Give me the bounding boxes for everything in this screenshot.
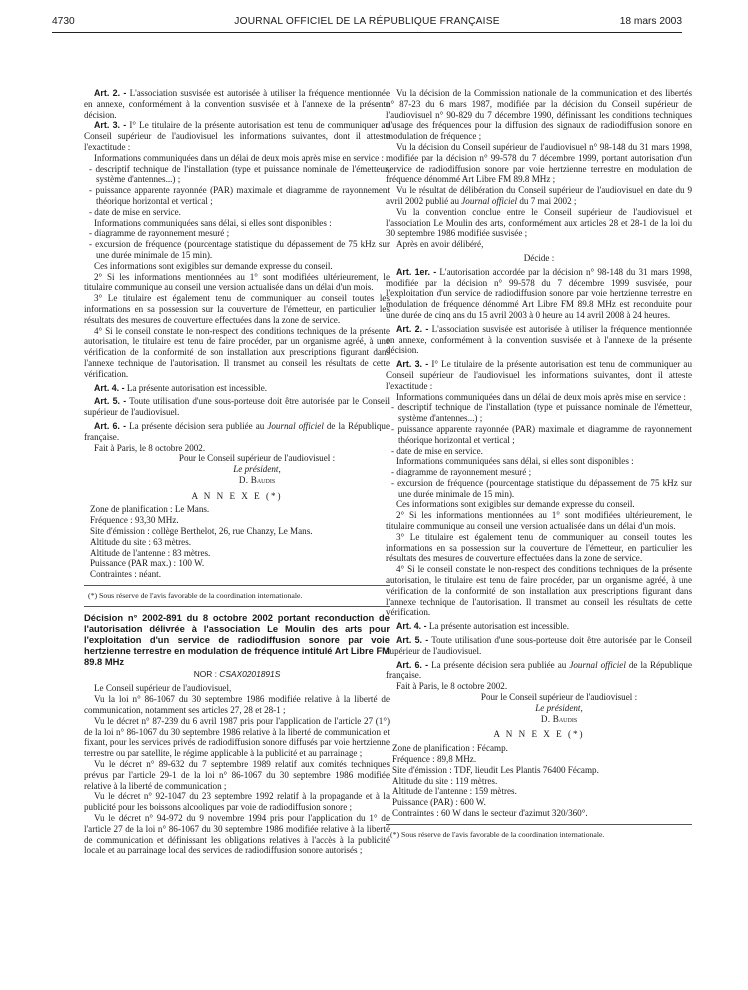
list-item: - date de mise en service. — [391, 445, 483, 456]
footnote-separator — [386, 824, 692, 825]
right-column — [386, 88, 692, 839]
visa: Vu la décision de la Commission nationale de la communication et des libertés n° 87-23 du 6 mars 1987, modifiée par la décision du Conseil supérieur de l'audiovisuel n° 90-829 du 7 décembre 1990, définissant les conditions techniques d'usage des fréquences pour la diffusion des signaux de radiodiffusion sonore en modulation de fréquence ; — [386, 88, 692, 142]
list-item: - descriptif technique de l'installation (type et puissance nominale de l'émetteur, système d'antennes...) ; — [391, 402, 692, 424]
visa: Vu le décret n° 92-1047 du 23 septembre 1992 relatif à la propagande et à la publicité pour les boissons alcooliques par voie de radiodiffusion sonore ; — [84, 791, 390, 813]
signatory-name: D. Baudis — [238, 474, 276, 485]
page-header — [52, 16, 682, 30]
visa: Vu le décret n° 94-972 du 9 novembre 1994 pris pour l'application du 1° de l'article 27 de la loi n° 86-1067 du 30 septembre 1986 modifiée relative à la liberté de communication et définissant les obligations relatives à l'accès à la publicité locale et au parrainage local des services de radiodiffusion sonore autorisés ; — [84, 812, 390, 856]
left-column — [84, 88, 390, 856]
article-6: Art. 6. - La présente décision sera publiée au Journal officiel de la République française. — [386, 659, 692, 681]
conseil-line: Le Conseil supérieur de l'audiovisuel, — [94, 683, 232, 694]
info-no-delay-intro: Informations communiquées sans délai, si elles sont disponibles : — [396, 456, 634, 467]
list-item: - excursion de fréquence (pourcentage statistique du dépassement de 75 kHz sur une durée minimale de 15 min). — [391, 477, 692, 499]
article-2: Art. 2. - L'association susvisée est autorisée à utiliser la fréquence mentionnée en annexe, conformément à la convention susvisée et à l'annexe de la présente décision. — [84, 88, 390, 120]
paragraph: 4° Si le conseil constate le non-respect des conditions techniques de la présente autorisation, le titulaire est tenu de faire procéder, par un organisme agréé, à une vérification de la conformité de son installation aux prescriptions figurant dans l'annexe technique de l'autorisation. Il transmet au conseil les résultats de cette vérification. — [84, 325, 390, 379]
visa: Vu le décret n° 89-632 du 7 septembre 1989 relatif aux comités techniques prévus par l'article 29-1 de la loi n° 86-1067 du 30 septembre 1986 modifiée relative à la liberté de communication ; — [84, 758, 390, 791]
annexe-line: Site d'émission : collège Berthelot, 26, rue Chanzy, Le Mans. — [90, 526, 313, 537]
issue-date: 18 mars 2003 — [619, 16, 682, 27]
visa-convention: Vu la convention conclue entre le Conseil supérieur de l'audiovisuel et l'association Le Moulin des arts, conformément aux articles 28 et 28-1 de la loi du 30 septembre 1986 modifiée susvisée ; — [386, 206, 692, 239]
section-separator — [84, 606, 390, 607]
annexe-title: A N N E X E (*) — [191, 490, 283, 501]
visa-resultat: Vu le résultat de délibération du Conseil supérieur de l'audiovisuel en date du 9 avril 2002 publié au Journal officiel du 7 mai 2002 ; — [386, 185, 692, 206]
article-6: Art. 6. - La présente décision sera publiée au Journal officiel de la République française. — [84, 420, 390, 442]
article-4: Art. 4. - La présente autorisation est incessible. — [94, 382, 268, 393]
annexe-line: Puissance (PAR) : 600 W. — [392, 797, 486, 808]
annexe-line: Contraintes : néant. — [90, 569, 161, 580]
paragraph: 4° Si le conseil constate le non-respect des conditions techniques de la présente autorisation, le titulaire est tenu de faire procéder, par un organisme agréé, à une vérification de la conformité de son installation aux prescriptions figurant dans l'annexe technique de l'autorisation. Il transmet au conseil les résultats de cette vérification. — [386, 564, 692, 618]
annexe-line: Site d'émission : TDF, lieudit Les Plantis 76400 Fécamp. — [392, 764, 599, 775]
annexe-line: Altitude de l'antenne : 83 mètres. — [90, 547, 211, 558]
header-rule — [52, 32, 682, 33]
info-two-months-intro: Informations communiquées dans un délai de deux mois après mise en service : — [94, 152, 384, 163]
paragraph: 2° Si les informations mentionnées au 1° sont modifiées ultérieurement, le titulaire communique au conseil une version actualisée dans un délai d'un mois. — [84, 271, 390, 293]
annexe-line: Zone de planification : Fécamp. — [392, 743, 508, 754]
annexe-line: Fréquence : 89,8 MHz. — [392, 754, 477, 765]
annexe-line: Altitude du site : 63 mètres. — [90, 536, 192, 547]
article-1: Art. 1er. - L'autorisation accordée par la décision n° 98-148 du 31 mars 1998, modifiée par la décision n° 99-578 du 7 décembre 1999 susvisée, pour l'exploitation d'un service de radiodiffusion sonore par voie hertzienne terrestre en modulation de fréquence dénommé Art Libre FM 89.8 MHz est reconduite pour une durée de cinq ans du 15 avril 2003 à 0 heure au 14 avril 2008 à 24 heures. — [386, 266, 692, 320]
fait-a-paris: Fait à Paris, le 8 octobre 2002. — [396, 681, 508, 692]
annexe-details — [386, 743, 692, 819]
list-item: - date de mise en service. — [89, 206, 181, 217]
footnote-separator — [84, 585, 390, 586]
visa: Vu la loi n° 86-1067 du 30 septembre 1986 modifiée relative à la liberté de communication, notamment ses articles 27, 28 et 28-1 ; — [84, 694, 390, 715]
annexe-line: Puissance (PAR max.) : 100 W. — [90, 558, 205, 569]
annexe-line: Altitude du site : 119 mètres. — [392, 775, 498, 786]
annexe-line: Altitude de l'antenne : 159 mètres. — [392, 786, 517, 797]
article-5: Art. 5. - Toute utilisation d'une sous-porteuse doit être autorisée par le Conseil supérieur de l'audiovisuel. — [84, 396, 391, 418]
nor-reference: NOR : CSAX0201891S — [193, 668, 281, 679]
paragraph: 2° Si les informations mentionnées au 1° sont modifiées ultérieurement, le titulaire communique au conseil une version actualisée dans un délai d'un mois. — [386, 510, 692, 532]
annexe-footnote: (*) Sous réserve de l'avis favorable de la coordination internationale. — [390, 829, 605, 839]
annexe-line: Fréquence : 93,30 MHz. — [90, 515, 179, 526]
article-3: Art. 3. - I° Le titulaire de la présente autorisation est tenu de communiquer au Conseil supérieur de l'audiovisuel les informations suivantes, dont il atteste l'exactitude : — [386, 359, 692, 391]
list-item: - diagramme de rayonnement mesuré ; — [391, 467, 532, 478]
signatory-title: Le président, — [535, 702, 583, 713]
list-item: - diagramme de rayonnement mesuré ; — [89, 228, 230, 239]
list-item: - excursion de fréquence (pourcentage statistique du dépassement de 75 kHz sur une durée minimale de 15 min). — [89, 239, 390, 260]
info-no-delay-intro: Informations communiquées sans délai, si elles sont disponibles : — [94, 217, 332, 228]
paragraph: 3° Le titulaire est également tenu de communiquer au conseil toutes les informations en sa possession sur la couverture de l'émetteur, en particulier les résultats des mesures de couverture effectuées dans la zone de service. — [386, 531, 692, 564]
info-two-months-intro: Informations communiquées dans un délai de deux mois après mise en service : — [396, 391, 686, 402]
apres-delibere: Après en avoir délibéré, — [396, 239, 484, 250]
signatory-title: Le président, — [233, 464, 281, 475]
list-item: - puissance apparente rayonnée (PAR) maximale et diagramme de rayonnement théorique horizontal et vertical ; — [89, 185, 390, 206]
journal-title: JOURNAL OFFICIEL DE LA RÉPUBLIQUE FRANÇAISE — [234, 16, 500, 27]
annexe-footnote: (*) Sous réserve de l'avis favorable de la coordination internationale. — [88, 591, 303, 601]
article-5: Art. 5. - Toute utilisation d'une sous-porteuse doit être autorisée par le Conseil supérieur de l'audiovisuel. — [386, 635, 693, 656]
signature-block-intro: Pour le Conseil supérieur de l'audiovisuel : — [480, 692, 638, 703]
annexe-line: Zone de planification : Le Mans. — [90, 504, 210, 515]
fait-a-paris: Fait à Paris, le 8 octobre 2002. — [94, 442, 206, 453]
paragraph: Ces informations sont exigibles sur demande expresse du conseil. — [94, 260, 333, 271]
visa: Vu la décision du Conseil supérieur de l'audiovisuel n° 98-148 du 31 mars 1998, modifiée par la décision n° 99-578 du 7 décembre 1999, portant autorisation d'un service de radiodiffusion sonore par voie hertzienne terrestre en modulation de fréquence dénommé Art Libre FM 89.8 MHz ; — [386, 141, 692, 185]
list-item: - puissance apparente rayonnée (PAR) maximale et diagramme de rayonnement théorique horizontal et vertical ; — [391, 423, 692, 445]
annexe-details — [84, 504, 390, 580]
decide-heading: Décide : — [523, 252, 555, 263]
annexe-line: Contraintes : 60 W dans le secteur d'azimut 320/360°. — [392, 808, 588, 818]
signatory-name: D. Baudis — [540, 713, 578, 724]
visa: Vu le décret n° 87-239 du 6 avril 1987 pris pour l'application de l'article 27 (1°) de la loi n° 86-1067 du 30 septembre 1986 relative à la liberté de communication et fixant, pour les services privés de radiodiffusion sonore diffusés par voie hertzienne terrestre ou par satellite, le régime applicable à la publicité et au parrainage ; — [84, 715, 390, 759]
decision-title: Décision n° 2002-891 du 8 octobre 2002 portant reconduction de l'autorisation délivrée à l'association Le Moulin des arts pour l'exploitation d'un service de radiodiffusion sonore par voie hertzienne terrestre en modulation de fréquence intitulé Art Libre FM 89.8 MHz — [84, 611, 390, 667]
annexe-title: A N N E X E (*) — [493, 729, 585, 740]
paragraph: Ces informations sont exigibles sur demande expresse du conseil. — [396, 499, 635, 510]
paragraph: 3° Le titulaire est également tenu de communiquer au conseil toutes les informations en sa possession sur la couverture de l'émetteur, en particulier les résultats des mesures de couverture effectuées dans la zone de service. — [84, 293, 390, 325]
signature-block-intro: Pour le Conseil supérieur de l'audiovisuel : — [178, 453, 336, 464]
page-number: 4730 — [52, 16, 75, 27]
article-3: Art. 3. - I° Le titulaire de la présente autorisation est tenu de communiquer au Conseil supérieur de l'audiovisuel les informations suivantes, dont il atteste l'exactitude : — [84, 120, 390, 152]
article-2: Art. 2. - L'association susvisée est autorisée à utiliser la fréquence mentionnée en annexe, conformément à la convention susvisée et à l'annexe de la présente décision. — [386, 323, 692, 356]
article-4: Art. 4. - La présente autorisation est incessible. — [396, 621, 570, 632]
list-item: - descriptif technique de l'installation (type et puissance nominale de l'émetteur, système d'antennes...) ; — [89, 163, 390, 185]
